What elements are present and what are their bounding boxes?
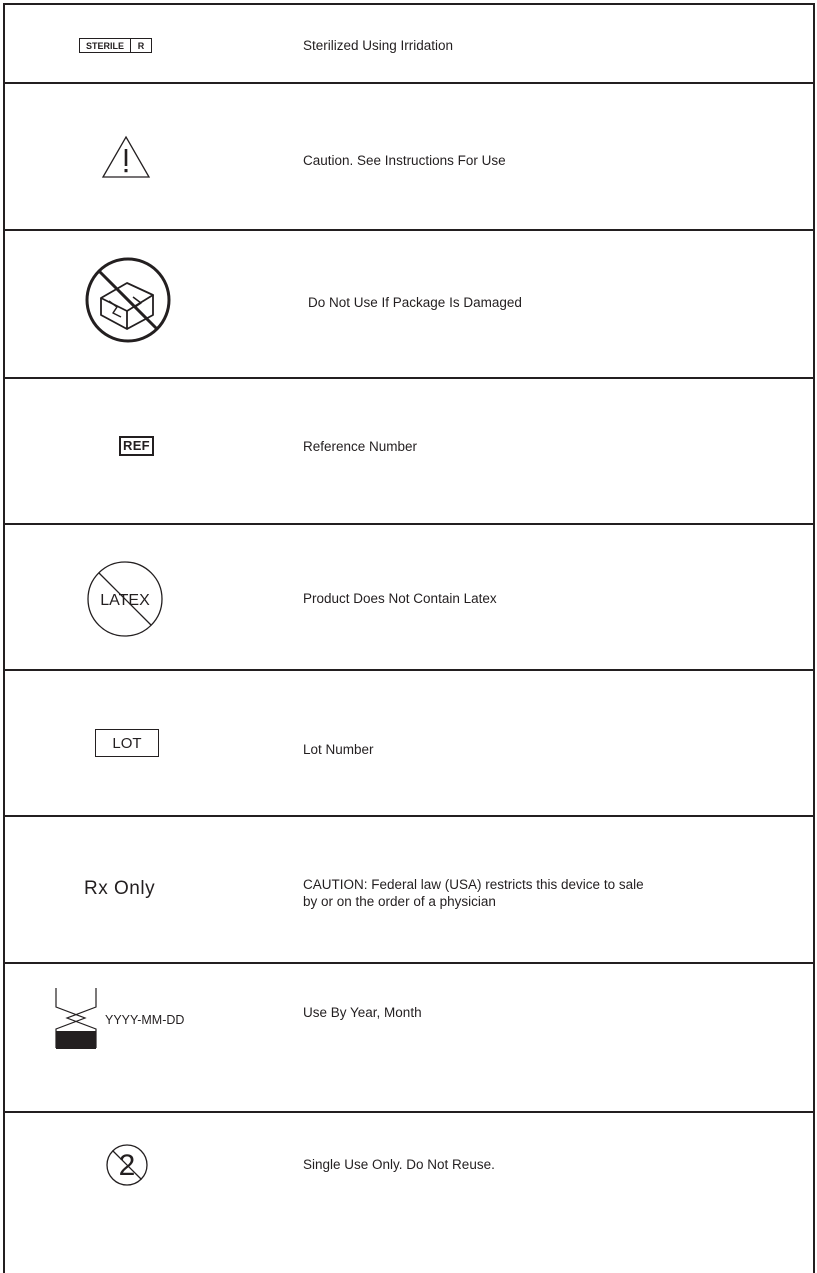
- table-row: [5, 817, 813, 964]
- lot-symbol: LOT: [95, 729, 159, 757]
- symbol-cell: [5, 1113, 295, 1273]
- caution-icon: [101, 135, 151, 179]
- row-description: [303, 876, 644, 910]
- symbol-cell: [5, 817, 295, 962]
- table-row: [5, 379, 813, 525]
- description-line-1: CAUTION: Federal law (USA) restricts this device to sale: [303, 877, 644, 892]
- row-description: Product Does Not Contain Latex: [303, 591, 497, 606]
- hourglass-icon: [55, 987, 97, 1049]
- sterile-r-symbol: [79, 38, 152, 53]
- row-description: Single Use Only. Do Not Reuse.: [303, 1157, 495, 1172]
- no-latex-icon: [85, 559, 165, 639]
- row-description: Caution. See Instructions For Use: [303, 153, 506, 168]
- single-use-digit: 2: [118, 1149, 136, 1182]
- row-description: Do Not Use If Package Is Damaged: [308, 295, 522, 310]
- sterile-label: STERILE: [80, 39, 131, 52]
- table-row: [5, 1113, 813, 1273]
- row-description: Reference Number: [303, 439, 418, 454]
- table-row: [5, 5, 813, 84]
- symbol-cell: [5, 5, 295, 82]
- symbol-cell: [5, 964, 295, 1111]
- rx-only-symbol: Rx Only: [84, 878, 156, 899]
- symbols-table: [3, 3, 815, 1273]
- damaged-package-icon: [83, 255, 173, 345]
- table-row: [5, 231, 813, 379]
- symbol-cell: [5, 84, 295, 229]
- latex-label: LATEX: [100, 592, 150, 609]
- description-line-2: by or on the order of a physician: [303, 894, 496, 909]
- table-row: [5, 964, 813, 1113]
- table-row: [5, 525, 813, 671]
- symbol-cell: [5, 379, 295, 523]
- table-row: [5, 84, 813, 231]
- row-description: Lot Number: [303, 742, 374, 757]
- ref-symbol: REF: [119, 436, 154, 456]
- table-row: [5, 671, 813, 817]
- symbol-cell: [5, 525, 295, 669]
- symbol-cell: [5, 231, 295, 377]
- row-description: Sterilized Using Irridation: [303, 38, 454, 53]
- use-by-date-format: YYYY-MM-DD: [105, 1013, 185, 1027]
- single-use-icon: [105, 1143, 149, 1187]
- row-description: Use By Year, Month: [303, 1005, 422, 1020]
- sterile-method-label: R: [137, 40, 145, 51]
- symbol-cell: [5, 671, 295, 815]
